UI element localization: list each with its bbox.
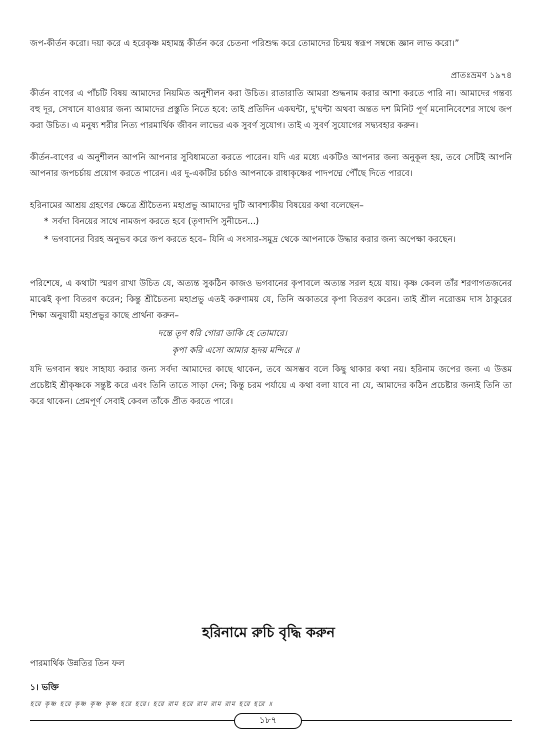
paragraph-conclusion: পরিশেষে, এ কথাটা স্মরণ রাখা উচিত যে, অত্যন্ত সুকঠিন কাজও ভগবানের কৃপাবলে অত্যন্ত সরল হয়ে যায়। কৃষ্ণ কেবল তাঁর শরণাগতজনের মাঝেই কৃপা বিতরণ করেন; কিন্তু শ্রীচৈতন্য মহাপ্রভু এতই করুণাময় যে, তিনি অকাতরে কৃপা বিতরণ করেন। তাই শ্রীল নরোত্তম দাস ঠাকুরের শিক্ষা অনুযায়ী মহাপ্রভুর কাছে প্রার্থনা করুন– xyxy=(30,279,512,321)
section-subheading: পারমার্থিক উন্নতির তিন ফল xyxy=(30,659,125,669)
paragraph-practice: কীর্তন বাণের এ পাঁচটি বিষয় আমাদের নিয়মিত অনুশীলন করা উচিত। রাতারাতি আমরা শুদ্ধনাম করার আশা করতে পারি না। আমাদের গন্তব্য বহু দূর, সেখানে যাওয়ার জন্য আমাদের প্রস্তুতি নিতে হবে: তাই প্রতিদিন একঘন্টা, দু'ঘন্টা অথবা অন্তত দশ মিনিট পূর্ণ মনোনিবেশের সাথে জপ করা উচিত। এ মনুষ্য শরীর নিত্য পারমার্থিক জীবন লাভের এক সুবর্ণ সুযোগ। তাই এ সুবর্ণ সুযোগের সদ্ব্যবহার করুন। xyxy=(30,89,512,131)
verse-line-2: কৃপা করি এসো আমার হৃদয় মন্দিরে ॥ xyxy=(172,346,300,356)
footer-mantra: হরে কৃষ্ণ হরে কৃষ্ণ কৃষ্ণ কৃষ্ণ হরে হরে। হরে রাম হরে রাম রাম রাম হরে হরে ॥ xyxy=(30,700,273,708)
bullet-humility-text: সর্বদা বিনয়ের সাথে নামজপ করতে হবে (তৃণাদপি সুনীচেন...) xyxy=(52,217,260,227)
paragraph-two-requirements: হরিনামের আশ্রয় গ্রহণের ক্ষেত্রে শ্রীচৈতন্য মহাপ্রভু আমাদের দুটি আবশ্যকীয় বিষয়ের কথা বলেছেন– xyxy=(30,201,364,211)
section-heading: হরিনামে রুচি বৃদ্ধি করুন xyxy=(202,625,335,641)
asterisk-icon: * xyxy=(44,235,49,245)
bullet-separation-text: ভগবানের বিরহ অনুভব করে জপ করতে হবে– যিনি এ সংসার-সমুদ্র থেকে আপনাকে উদ্ধার করার জন্য অপেক্ষা করছেন। xyxy=(52,235,456,245)
asterisk-icon: * xyxy=(44,217,49,227)
page-number: ১৮৭ xyxy=(234,713,302,729)
verse-line-1: দন্তে তৃণ ধরি গোরা ডাকি হে তোমারে। xyxy=(158,329,287,339)
paragraph-divine-help: যদি ভগবান স্বয়ং সাহায্য করার জন্য সর্বদা আমাদের কাছে থাকেন, তবে অসম্ভব বলে কিছু থাকার কথা নয়। হরিনাম জপের জন্য এ উত্তম প্রচেষ্টাই শ্রীকৃষ্ণকে সন্তুষ্ট করে এবং তিনি তাতে সাড়া দেন; কিন্তু চরম পর্যায়ে এ কথা বলা যাবে না যে, আমাদের কঠিন প্রচেষ্টার জন্যই তিনি তা করে থাকেন। প্রেমপূর্ণ সেবাই কেবল তাঁকে প্রীত করতে পারে। xyxy=(30,365,512,407)
bullet-separation xyxy=(44,232,507,248)
list-item-bhakti: ১। ভক্তি xyxy=(30,683,59,693)
bullet-humility xyxy=(44,214,507,230)
paragraph-quote-end: জপ-কীর্তন করো। দয়া করে এ হরেকৃষ্ণ মহামন্ত্র কীর্তন করে চেতনা পরিশুদ্ধ করে তোমাদের চিন্ময় স্বরূপ সম্বন্ধে জ্ঞান লাভ করো।” xyxy=(30,39,460,49)
paragraph-application: কীর্তন-বাণের এ অনুশীলন আপনি আপনার সুবিধামতো করতে পারেন। যদি এর মধ্যে একটিও আপনার জন্য অনুকূল হয়, তবে সেটিই আপনি আপনার জপচর্চায় প্রয়োগ করতে পারেন। এর দু-একটির চর্চাও আপনাকে রাধাকৃষ্ণের পাদপদ্মে পৌঁছে দিতে পারবে। xyxy=(30,153,512,179)
quote-source: প্রাতঃভ্রমণ ১৯৭৪ xyxy=(450,71,512,81)
